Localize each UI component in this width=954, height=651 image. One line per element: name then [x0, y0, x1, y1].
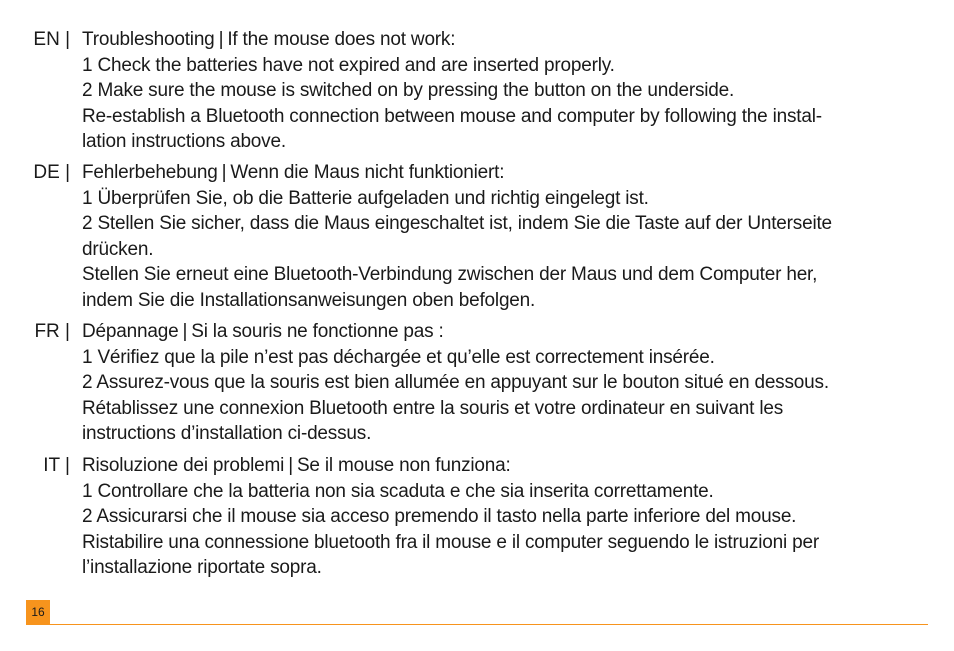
body-line: 1 Check the batteries have not expired and are inserted properly. — [82, 54, 615, 76]
body-line: Ristabilire una connessione bluetooth fra il mouse e il computer seguendo le istruzioni per — [82, 531, 819, 553]
body-line: 1 Überprüfen Sie, ob die Batterie aufgeladen und richtig eingelegt ist. — [82, 187, 649, 209]
body-line: Stellen Sie erneut eine Bluetooth-Verbindung zwischen der Maus und dem Computer her, — [82, 264, 818, 286]
footer-divider — [26, 624, 928, 625]
body-line: l’installazione riportate sopra. — [82, 557, 322, 579]
body-line: drücken. — [82, 238, 154, 260]
language-label: EN | — [33, 29, 70, 50]
section-heading: Risoluzione dei problemi — [82, 455, 285, 476]
separator: | — [218, 29, 224, 50]
section-heading: Troubleshooting — [82, 29, 215, 50]
section-heading: Dépannage — [82, 321, 179, 342]
section-subheading: If the mouse does not work: — [227, 29, 456, 50]
page-number: 16 — [26, 600, 50, 624]
section-body — [82, 27, 924, 155]
body-line: 2 Make sure the mouse is switched on by pressing the button on the underside. — [82, 80, 735, 102]
body-line: 1 Controllare che la batteria non sia scaduta e che sia inserita correttamente. — [82, 480, 714, 502]
section-subheading: Wenn die Maus nicht funktioniert: — [230, 162, 505, 183]
body-line: Re-establish a Bluetooth connection between mouse and computer by following the instal- — [82, 105, 822, 127]
separator: | — [182, 321, 188, 342]
section-title-line — [82, 160, 924, 186]
section-subheading: Se il mouse non funziona: — [296, 455, 511, 476]
body-line: 2 Stellen Sie sicher, dass die Maus eingeschaltet ist, indem Sie die Taste auf der Unterseite — [82, 213, 832, 235]
section-body — [82, 319, 924, 447]
language-label: FR | — [34, 321, 70, 342]
body-line: indem Sie die Installationsanweisungen oben befolgen. — [82, 289, 536, 311]
body-line: 2 Assicurarsi che il mouse sia acceso premendo il tasto nella parte inferiore del mouse. — [82, 506, 797, 528]
section-subheading: Si la souris ne fonctionne pas : — [191, 321, 444, 342]
body-line: lation instructions above. — [82, 131, 286, 153]
body-line: instructions d’installation ci-dessus. — [82, 423, 372, 445]
body-line: 1 Vérifiez que la pile n’est pas déchargée et qu’elle est correctement insérée. — [82, 346, 715, 368]
language-label: DE | — [33, 162, 70, 183]
body-line: 2 Assurez-vous que la souris est bien allumée en appuyant sur le bouton situé en dessous. — [82, 372, 829, 394]
section-title-line — [82, 27, 924, 53]
language-label: IT | — [43, 455, 70, 476]
section-title-line — [82, 319, 924, 345]
separator: | — [288, 455, 293, 476]
separator: | — [221, 162, 227, 183]
section-body — [82, 160, 924, 314]
body-line: Rétablissez une connexion Bluetooth entre la souris et votre ordinateur en suivant les — [82, 397, 784, 419]
section-heading: Fehlerbehebung — [82, 162, 218, 183]
section-body — [82, 453, 924, 581]
section-title-line — [82, 453, 924, 479]
